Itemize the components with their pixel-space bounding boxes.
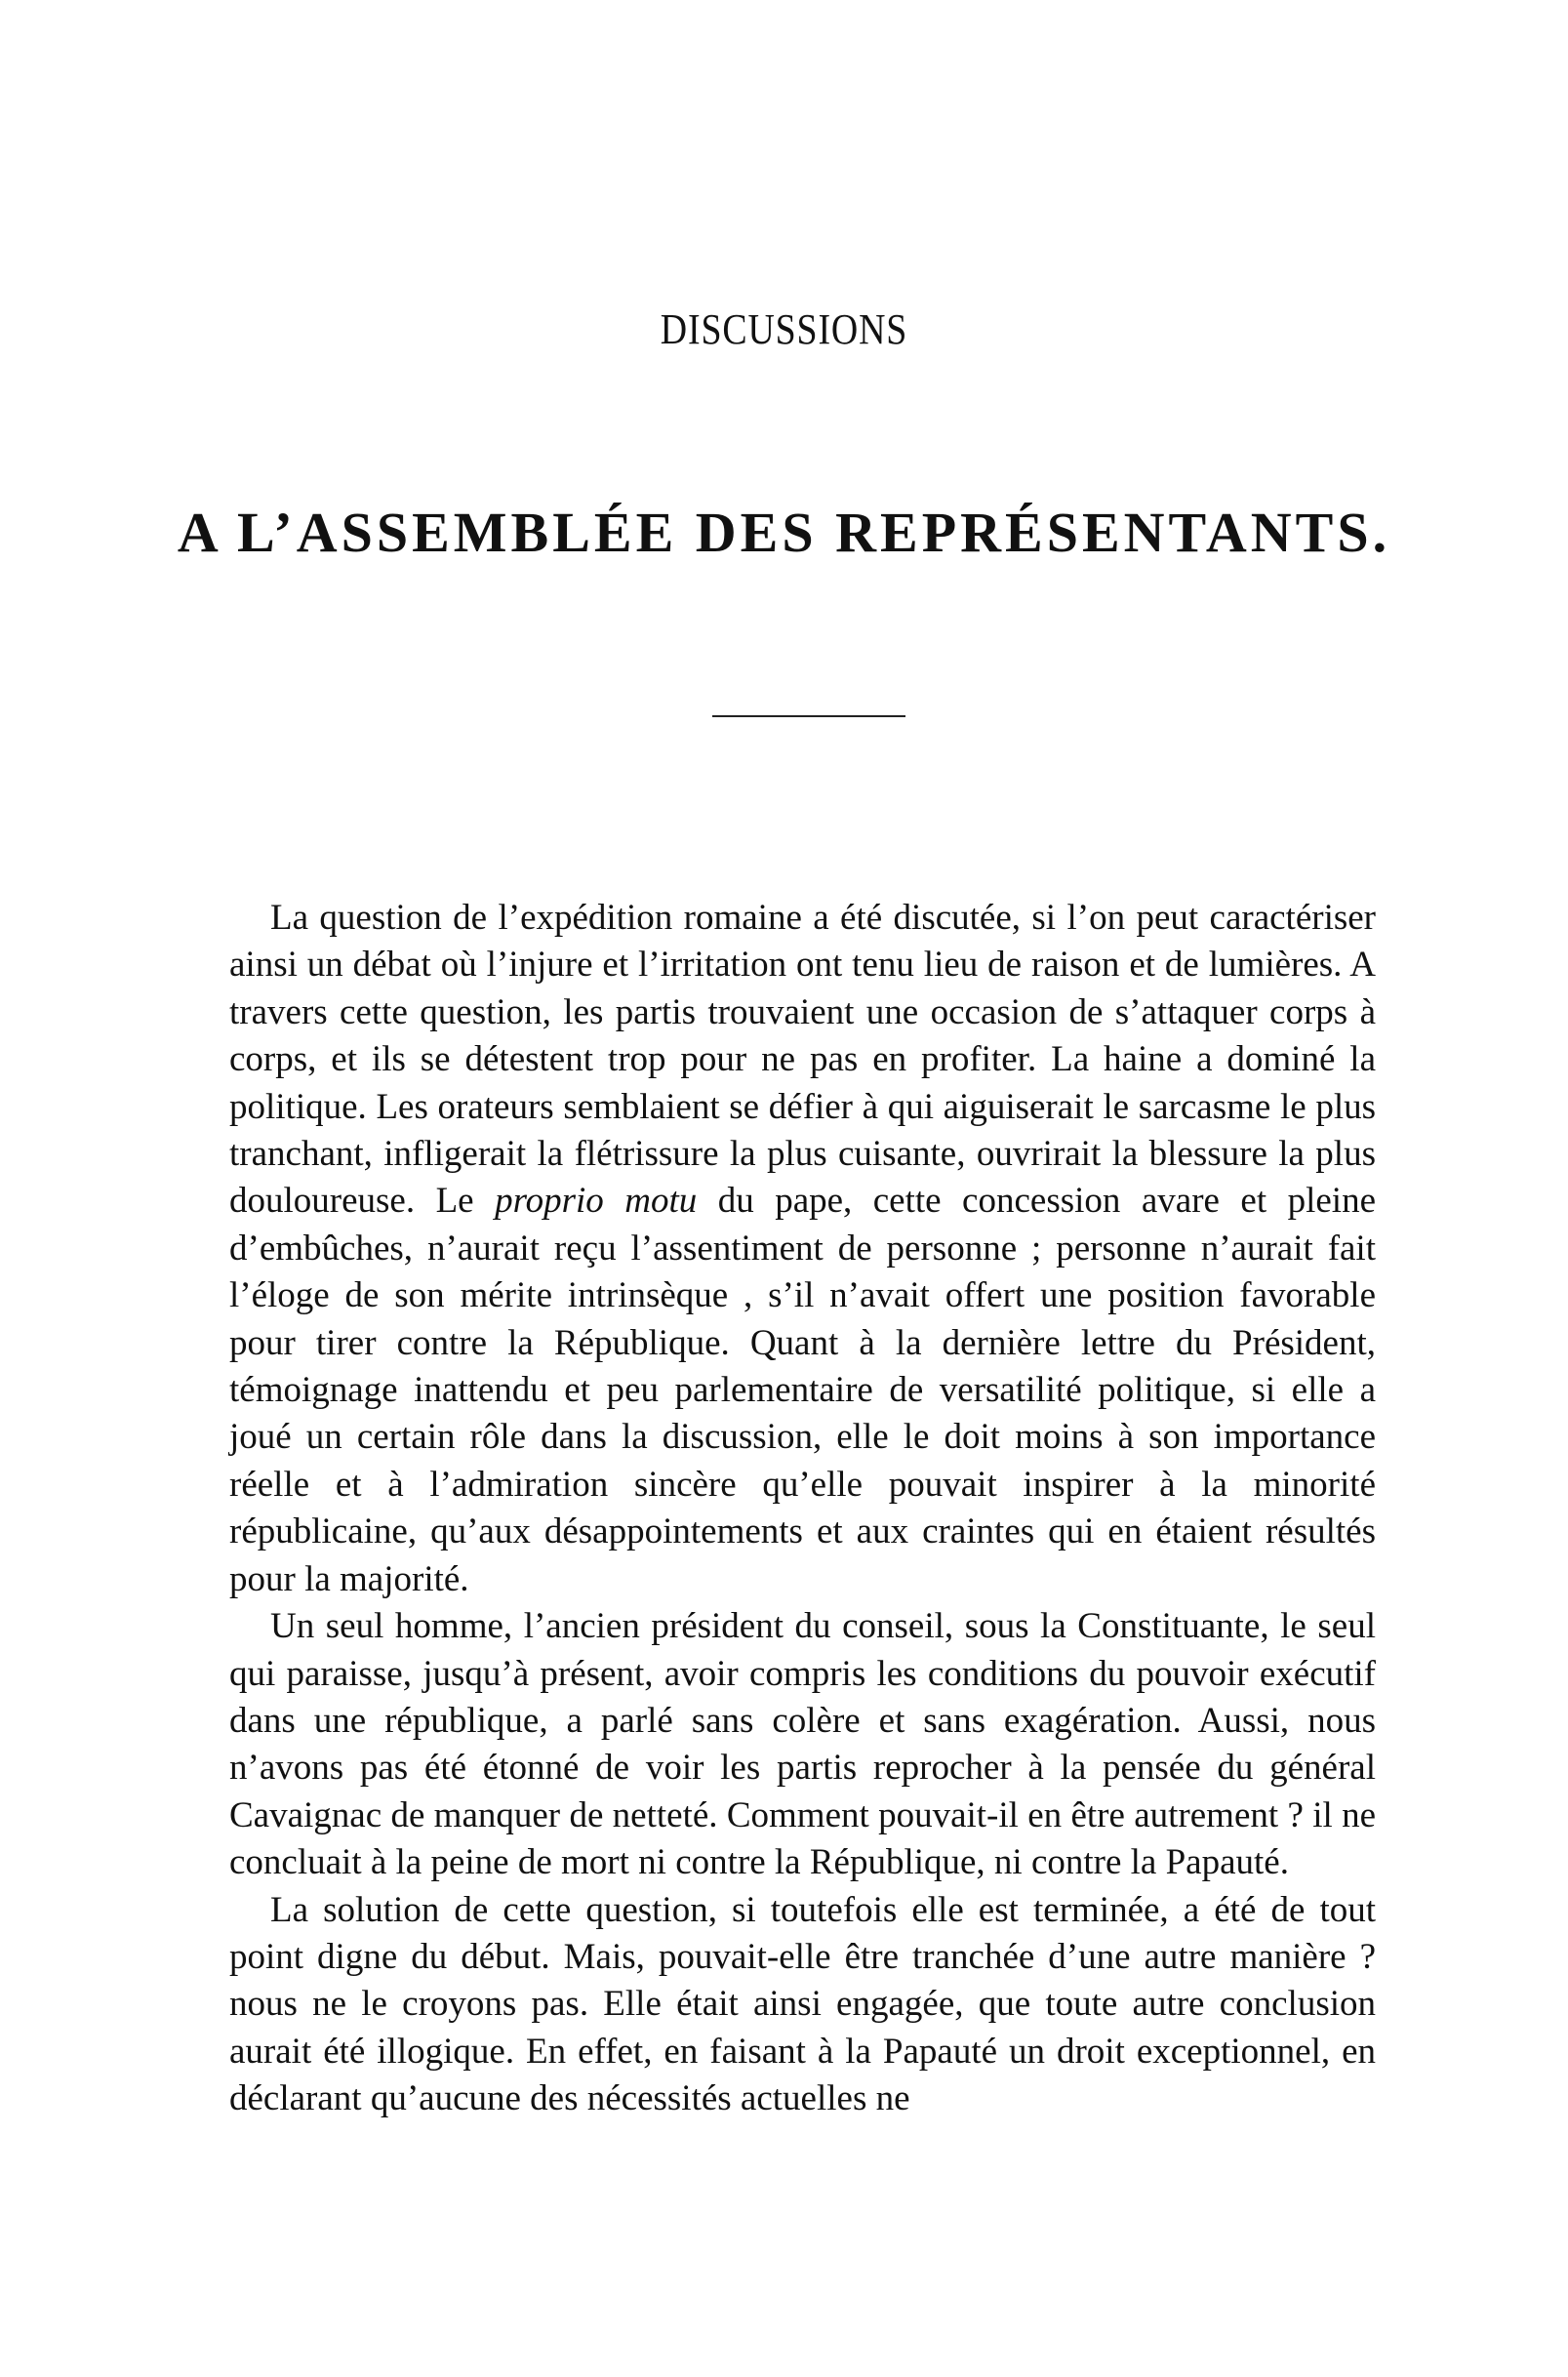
paragraph-2: Un seul homme, l’ancien président du conseil, sous la Constituante, le seul qui paraisse, jusqu’à présent, avoir compris les conditions du pouvoir exécutif dans une république, a parlé sans colère et sans exagération. Aussi, nous n’avons pas été étonné de voir les partis reprocher à la pensée du général Cavaignac de manquer de netteté. Comment pouvait-il en être autrement ? il ne concluait à la peine de mort ni contre la République, ni contre la Papauté. (229, 1606, 1376, 1883)
running-head: DISCUSSIONS (660, 305, 908, 353)
paragraph-1-part-1: La question de l’expédition romaine a été discutée, si l’on peut caractériser ainsi un débat où l’injure et l’irritation ont tenu lieu de raison et de lumières. A travers cette question, les partis trouvaient une occasion de s’attaquer corps à corps, et ils se détestent trop pour ne pas en profiter. La haine a dominé la politique. Les orateurs semblaient se défier à qui aiguiserait le sarcasme le plus tranchant, infligerait la flétrissure la plus cuisante, ouvrirait la blessure la plus douloureuse. Le (229, 898, 1376, 1222)
latin-phrase: proprio motu (495, 1181, 698, 1222)
title-divider (712, 715, 905, 717)
paragraph-1-part-3: du pape, cette concession avare et pleine d’embûches, n’aurait reçu l’assentiment de personne ; personne n’aurait fait l’éloge de son mérite intrinsèque , s’il n’avait offert une position favorable pour tirer contre la République. Quant à la dernière lettre du Président, témoignage inattendu et peu parlementaire de versatilité politique, si elle a joué un certain rôle dans la discussion, elle le doit moins à son importance réelle et à l’admiration sincère qu’elle pouvait inspirer à la minorité républicaine, qu’aux désappointements et aux craintes qui en étaient résultés pour la majorité. (229, 1181, 1376, 1599)
paragraph-1 (229, 895, 1376, 1603)
page-title: A L’ASSEMBLÉE DES REPRÉSENTANTS. (177, 501, 1391, 564)
paragraph-3: La solution de cette question, si toutefois elle est terminée, a été de tout point digne du début. Mais, pouvait-elle être tranchée d’une autre manière ? nous ne le croyons pas. Elle était ainsi engagée, que toute autre conclusion aurait été illogique. En effet, en faisant à la Papauté un droit exceptionnel, en déclarant qu’aucune des nécessités actuelles ne (229, 1889, 1376, 2119)
body-text (229, 895, 1376, 2123)
